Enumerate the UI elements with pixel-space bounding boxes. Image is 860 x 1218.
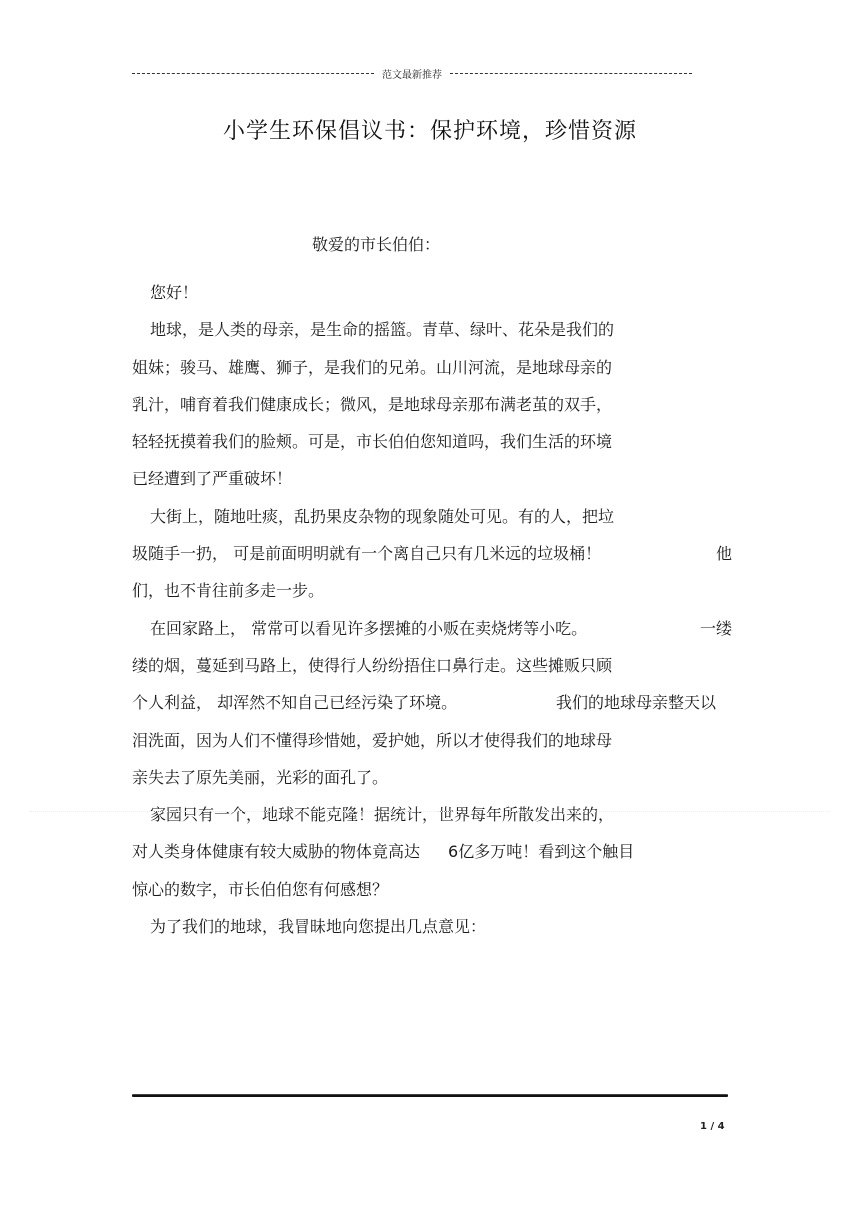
salutation: 敬爱的市长伯伯： [312,235,441,254]
paragraph-3-text: 个人利益， 却浑然不知自己已经污染了环境。 [132,693,458,713]
header-dashed-rule-right [450,73,692,74]
faint-guide-line [30,811,830,812]
paragraph-3-line: 缕的烟，蔓延到马路上，使得行人纷纷捂住口鼻行走。这些摊贩只顾 [132,655,613,675]
paragraph-4-line: 惊心的数字，市长伯伯您有何感想？ [132,879,389,899]
header-dashed-rule-left [132,73,374,74]
paragraph-2-line: 大街上，随地吐痰，乱扔果皮杂物的现象随处可见。有的人，把垃 [150,506,615,526]
paragraph-2-line [132,535,732,572]
paragraph-1-line: 已经遭到了严重破坏！ [132,469,293,489]
page-header [132,64,692,82]
paragraph-1-line: 轻轻抚摸着我们的脸颊。可是，市长伯伯您知道吗，我们生活的环境 [132,432,613,452]
paragraph-4-text: 亿多万吨！看到这个触目 [458,842,635,862]
letter-body [132,274,732,945]
paragraph-3-text: 一缕 [699,618,732,638]
paragraph-5-line: 为了我们的地球，我冒昧地向您提出几点意见： [150,917,487,937]
header-label: 范文最新推荐 [382,69,442,81]
paragraph-3-line: 泪洗面，因为人们不懂得珍惜她，爱护她，所以才使得我们的地球母 [132,730,613,750]
paragraph-3-line [132,684,732,721]
page-number: 1 / 4 [700,1121,725,1132]
paragraph-4-number: 6 [448,842,459,862]
paragraph-4-text: 对人类身体健康有较大威胁的物体竟高达 [132,842,421,862]
document-title: 小学生环保倡议书：保护环境，珍惜资源 [222,119,637,144]
paragraph-3-text: 在回家路上， 常常可以看见许多摆摊的小贩在卖烧烤等小吃。 [150,618,588,638]
paragraph-1-line: 姐妹；骏马、雄鹰、狮子，是我们的兄弟。山川河流，是地球母亲的 [132,357,613,377]
paragraph-3-line [132,610,732,647]
paragraph-1-line: 地球，是人类的母亲，是生命的摇篮。青草、绿叶、花朵是我们的 [150,320,615,340]
paragraph-3-text: 我们的地球母亲整天以 [555,693,716,713]
footer-rule [132,1094,728,1097]
paragraph-4-line: 家园只有一个，地球不能克隆！据统计，世界每年所散发出来的， [150,805,615,825]
paragraph-2-text: 圾随手一扔， 可是前面明明就有一个离自己只有几米远的垃圾桶！ [132,544,602,564]
paragraph-4-line [132,833,732,870]
paragraph-2-line: 们，也不肯往前多走一步。 [132,581,325,601]
paragraph-3-line: 亲失去了原先美丽，光彩的面孔了。 [132,767,389,787]
paragraph-2-text: 他 [715,544,732,564]
greeting: 您好！ [150,283,199,302]
paragraph-1-line: 乳汁，哺育着我们健康成长；微风，是地球母亲那布满老茧的双手， [132,394,613,414]
